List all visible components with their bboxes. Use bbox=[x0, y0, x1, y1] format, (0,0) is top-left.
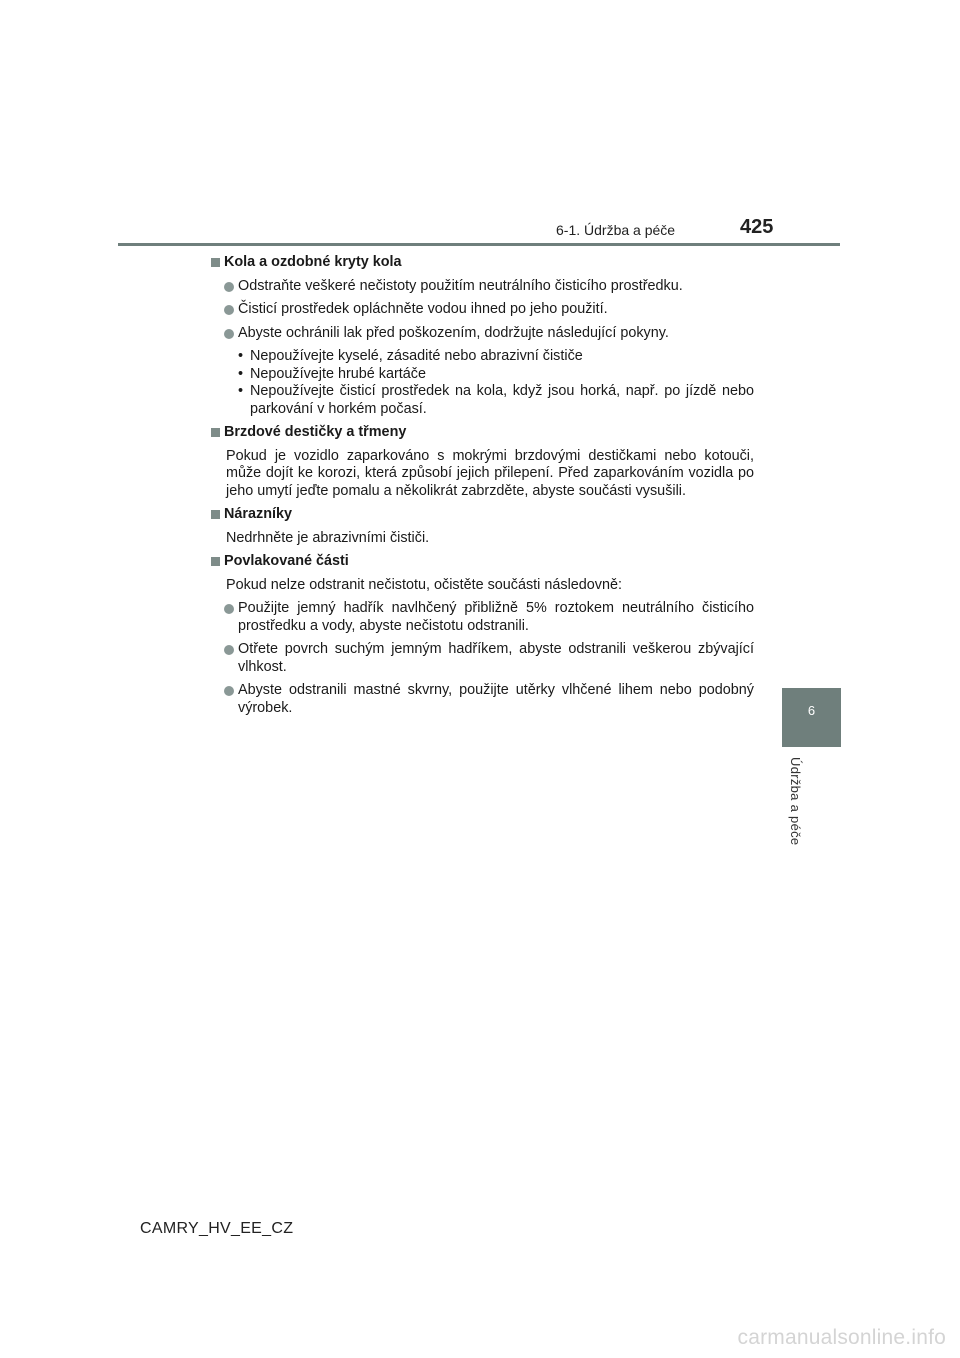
bullet-item: Otřete povrch suchým jemným hadříkem, abyste odstranili veškerou zbývající vlhkost. bbox=[210, 641, 754, 676]
header-divider bbox=[118, 243, 840, 246]
page-content bbox=[210, 254, 754, 723]
sub-list-item: • Nepoužívejte hrubé kartáče bbox=[210, 366, 754, 384]
circle-bullet-icon bbox=[224, 305, 234, 315]
page-number: 425 bbox=[740, 216, 774, 238]
section-coated-parts bbox=[210, 553, 754, 717]
section-brakes bbox=[210, 424, 754, 500]
watermark: carmanualsonline.info bbox=[737, 1326, 946, 1349]
section-title: Kola a ozdobné kryty kola bbox=[210, 254, 754, 272]
square-bullet-icon bbox=[211, 428, 220, 437]
bullet-item: Odstraňte veškeré nečistoty použitím neutrálního čisticího prostředku. bbox=[210, 278, 754, 296]
chapter-tab-label: Údržba a péče bbox=[788, 757, 803, 846]
bullet-item: Čisticí prostředek opláchněte vodou ihned po jeho použití. bbox=[210, 301, 754, 319]
section-text: Nedrhněte je abrazivními čističi. bbox=[226, 529, 430, 546]
bullet-item: Abyste ochránili lak před poškozením, dodržujte následující pokyny. bbox=[210, 325, 754, 343]
sub-list-item: • Nepoužívejte kyselé, zásadité nebo abrazivní čističe bbox=[210, 348, 754, 366]
section-wheels bbox=[210, 254, 754, 418]
circle-bullet-icon bbox=[224, 686, 234, 696]
square-bullet-icon bbox=[211, 258, 220, 267]
section-title: Nárazníky bbox=[210, 506, 754, 524]
bullet-item: Abyste odstranili mastné skvrny, použijte utěrky vlhčené lihem nebo podobný výrobek. bbox=[210, 682, 754, 717]
circle-bullet-icon bbox=[224, 645, 234, 655]
sub-list-item: • Nepoužívejte čisticí prostředek na kola, když jsou horká, např. po jízdě nebo parkování v horkém počasí. bbox=[210, 383, 754, 418]
sub-list bbox=[210, 348, 754, 418]
section-text: Pokud je vozidlo zaparkováno s mokrými brzdovými destičkami nebo kotouči, může dojít ke korozi, která způsobí jejich přilepení. Před zaparkováním vozidla po jeho umytí jeďte pomalu a několikrát zabrzděte, abyste součásti vysušili. bbox=[226, 447, 754, 499]
chapter-tab bbox=[782, 688, 841, 747]
document-code: CAMRY_HV_EE_CZ bbox=[140, 1220, 294, 1237]
section-title: Brzdové destičky a třmeny bbox=[210, 424, 754, 442]
circle-bullet-icon bbox=[224, 282, 234, 292]
section-title: Povlakované části bbox=[210, 553, 754, 571]
square-bullet-icon bbox=[211, 557, 220, 566]
section-bumpers bbox=[210, 506, 754, 547]
circle-bullet-icon bbox=[224, 604, 234, 614]
circle-bullet-icon bbox=[224, 329, 234, 339]
header-section-title: 6-1. Údržba a péče bbox=[556, 222, 676, 238]
chapter-number: 6 bbox=[807, 703, 816, 718]
bullet-item: Použijte jemný hadřík navlhčený přibližně 5% roztokem neutrálního čisticího prostředku a vody, abyste nečistotu odstranili. bbox=[210, 600, 754, 635]
square-bullet-icon bbox=[211, 510, 220, 519]
section-text: Pokud nelze odstranit nečistotu, očistěte součásti následovně: bbox=[226, 576, 622, 593]
